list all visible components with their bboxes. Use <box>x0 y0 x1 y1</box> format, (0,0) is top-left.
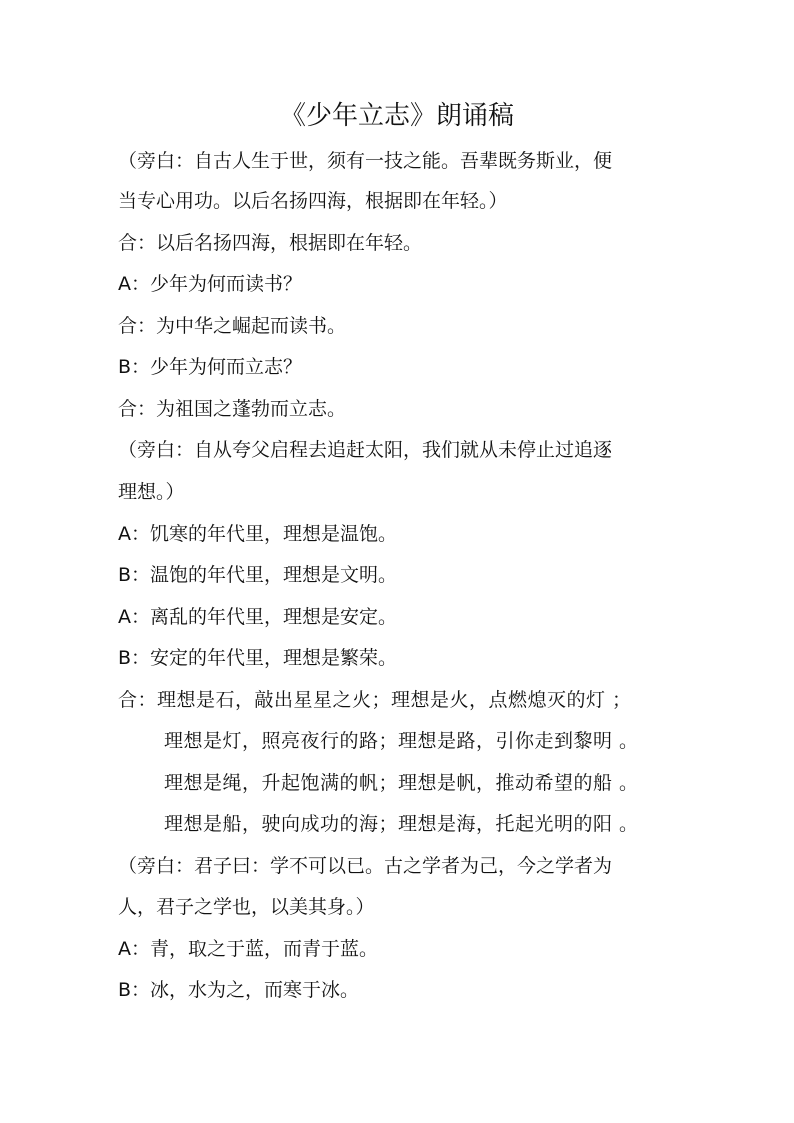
narration-line: （旁白：自从夸父启程去追赶太阳，我们就从未停止过追逐 <box>118 439 613 461</box>
speaker-b-line: B：冰，水为之，而寒于冰。 <box>118 979 360 1001</box>
chorus-line: 合：理想是石，敲出星星之火；理想是火，点燃熄灭的灯 ； <box>118 689 632 711</box>
chorus-line: 合：为祖国之蓬勃而立志。 <box>118 398 347 420</box>
speaker-a-line: A：离乱的年代里，理想是安定。 <box>118 606 397 628</box>
narration-line: 当专心用功。以后名扬四海，根据即在年轻。） <box>118 190 508 212</box>
poem-line: 理想是船，驶向成功的海；理想是海，托起光明的阳 。 <box>164 813 639 835</box>
speaker-a-line: A：少年为何而读书？ <box>118 273 302 295</box>
document-title: 《少年立志》朗诵稿 <box>279 101 514 131</box>
narration-line: 人，君子之学也，以美其身。） <box>118 896 375 918</box>
narration-line: 理想。） <box>118 481 185 503</box>
speaker-b-line: B：安定的年代里，理想是繁荣。 <box>118 647 398 669</box>
speaker-a-line: A：饥寒的年代里，理想是温饱。 <box>118 523 397 545</box>
poem-line: 理想是绳，升起饱满的帆；理想是帆，推动希望的船 。 <box>164 772 639 794</box>
poem-line: 理想是灯，照亮夜行的路；理想是路，引你走到黎明 。 <box>164 730 639 752</box>
narration-line: （旁白：君子曰：学不可以已。古之学者为己，今之学者为 <box>118 855 613 877</box>
narration-line: （旁白：自古人生于世，须有一技之能。吾辈既务斯业，便 <box>118 150 613 172</box>
speaker-b-line: B：温饱的年代里，理想是文明。 <box>118 564 398 586</box>
chorus-line: 合：为中华之崛起而读书。 <box>118 315 347 337</box>
speaker-b-line: B：少年为何而立志？ <box>118 356 303 378</box>
speaker-a-line: A：青，取之于蓝，而青于蓝。 <box>118 938 378 960</box>
chorus-line: 合：以后名扬四海，根据即在年轻。 <box>118 232 423 254</box>
